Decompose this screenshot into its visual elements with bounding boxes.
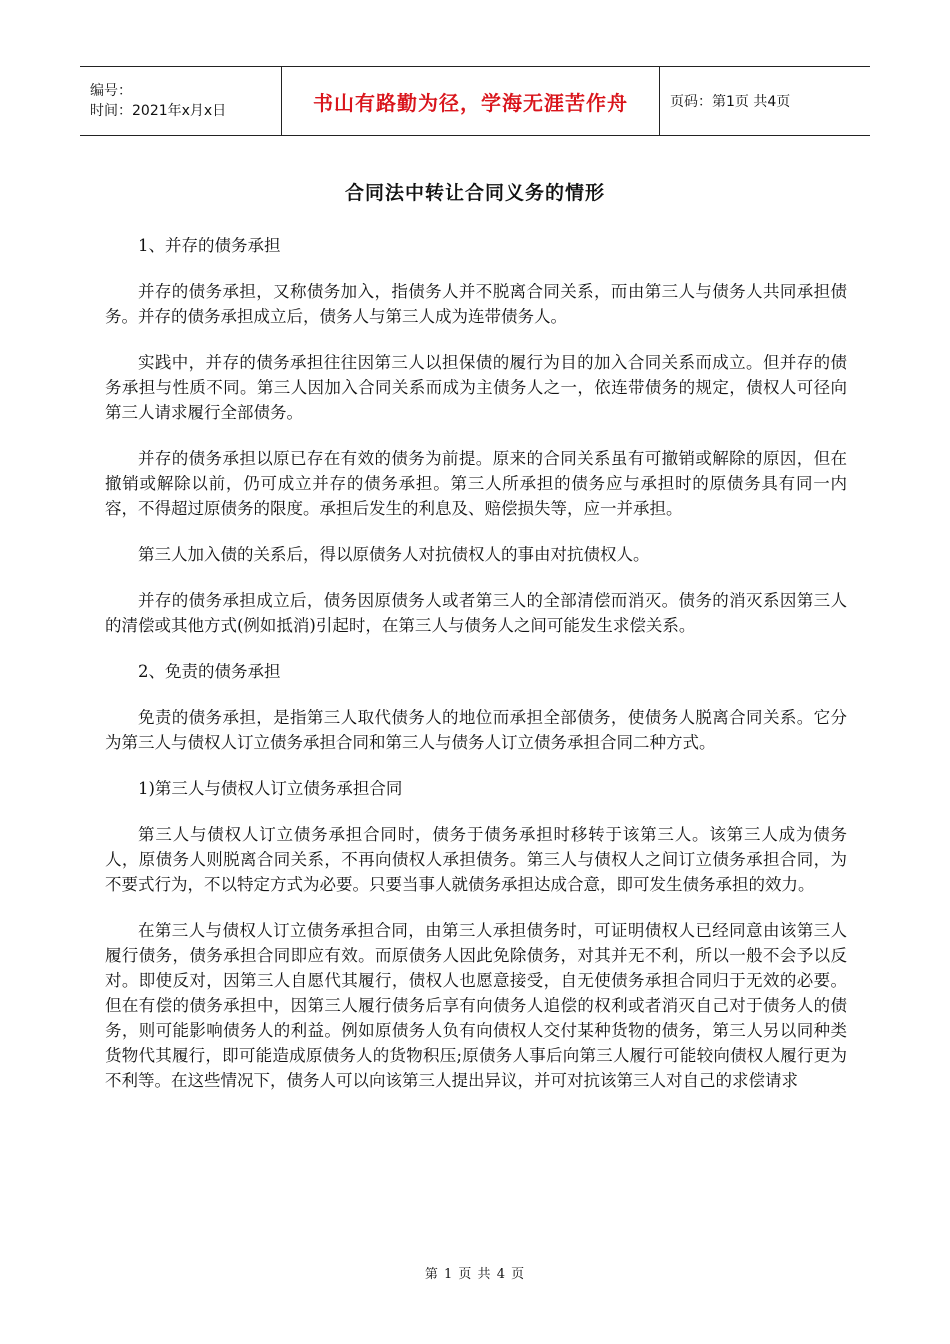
time-label: 时间：2021年x月x日 <box>90 103 227 119</box>
paragraph: 免责的债务承担，是指第三人取代债务人的地位而承担全部债务，使债务人脱离合同关系。它分为第三人与债权人订立债务承担合同和第三人与债务人订立债务承担合同二种方式。 <box>105 708 847 752</box>
page-info: 页码：第1页 共4页 <box>670 94 791 110</box>
subsection-heading: 1)第三人与债权人订立债务承担合同 <box>138 779 403 798</box>
paragraph: 并存的债务承担以原已存在有效的债务为前提。原来的合同关系虽有可撤销或解除的原因，但在撤销或解除以前，仍可成立并存的债务承担。第三人所承担的债务应与承担时的原债务具有同一内容，不得超过原债务的限度。承担后发生的利息及、赔偿损失等，应一并承担。 <box>105 449 847 518</box>
section-heading-1: 1、并存的债务承担 <box>138 236 281 255</box>
document-body <box>105 233 847 1114</box>
paragraph: 第三人加入债的关系后，得以原债务人对抗债权人的事由对抗债权人。 <box>138 545 650 564</box>
paragraph: 实践中，并存的债务承担往往因第三人以担保债的履行为目的加入合同关系而成立。但并存的债务承担与性质不同。第三人因加入合同关系而成为主债务人之一，依连带债务的规定，债权人可径向第三人请求履行全部债务。 <box>105 353 847 422</box>
header-meta <box>80 67 282 135</box>
number-label: 编号： <box>90 83 132 99</box>
paragraph: 并存的债务承担成立后，债务因原债务人或者第三人的全部清偿而消灭。债务的消灭系因第三人的清偿或其他方式(例如抵消)引起时，在第三人与债务人之间可能发生求偿关系。 <box>105 591 847 635</box>
section-heading-2: 2、免责的债务承担 <box>138 662 281 681</box>
header-page-cell <box>660 67 870 135</box>
header-motto-cell <box>282 67 660 135</box>
paragraph: 第三人与债权人订立债务承担合同时，债务于债务承担时移转于该第三人。该第三人成为债务人，原债务人则脱离合同关系，不再向债权人承担债务。第三人与债权人之间订立债务承担合同，为不要式行为，不以特定方式为必要。只要当事人就债务承担达成合意，即可发生债务承担的效力。 <box>105 825 847 894</box>
paragraph: 在第三人与债权人订立债务承担合同，由第三人承担债务时，可证明债权人已经同意由该第三人履行债务，债务承担合同即应有效。而原债务人因此免除债务，对其并无不利，所以一般不会予以反对。即使反对，因第三人自愿代其履行，债权人也愿意接受，自无使债务承担合同归于无效的必要。但在有偿的债务承担中，因第三人履行债务后享有向债务人追偿的权利或者消灭自己对于债务人的债务，则可能影响债务人的利益。例如原债务人负有向债权人交付某种货物的债务，第三人另以同种类货物代其履行，即可能造成原债务人的货物积压;原债务人事后向第三人履行可能较向债权人履行更为不利等。在这些情况下，债务人可以向该第三人提出异议，并可对抗该第三人对自己的求偿请求 <box>105 921 847 1090</box>
motto: 书山有路勤为径，学海无涯苦作舟 <box>313 90 628 115</box>
page-footer: 第 1 页 共 4 页 <box>424 1267 526 1282</box>
document-title: 合同法中转让合同义务的情形 <box>344 182 605 204</box>
document-header <box>80 66 870 136</box>
paragraph: 并存的债务承担，又称债务加入，指债务人并不脱离合同关系，而由第三人与债务人共同承担债务。并存的债务承担成立后，债务人与第三人成为连带债务人。 <box>105 282 847 326</box>
